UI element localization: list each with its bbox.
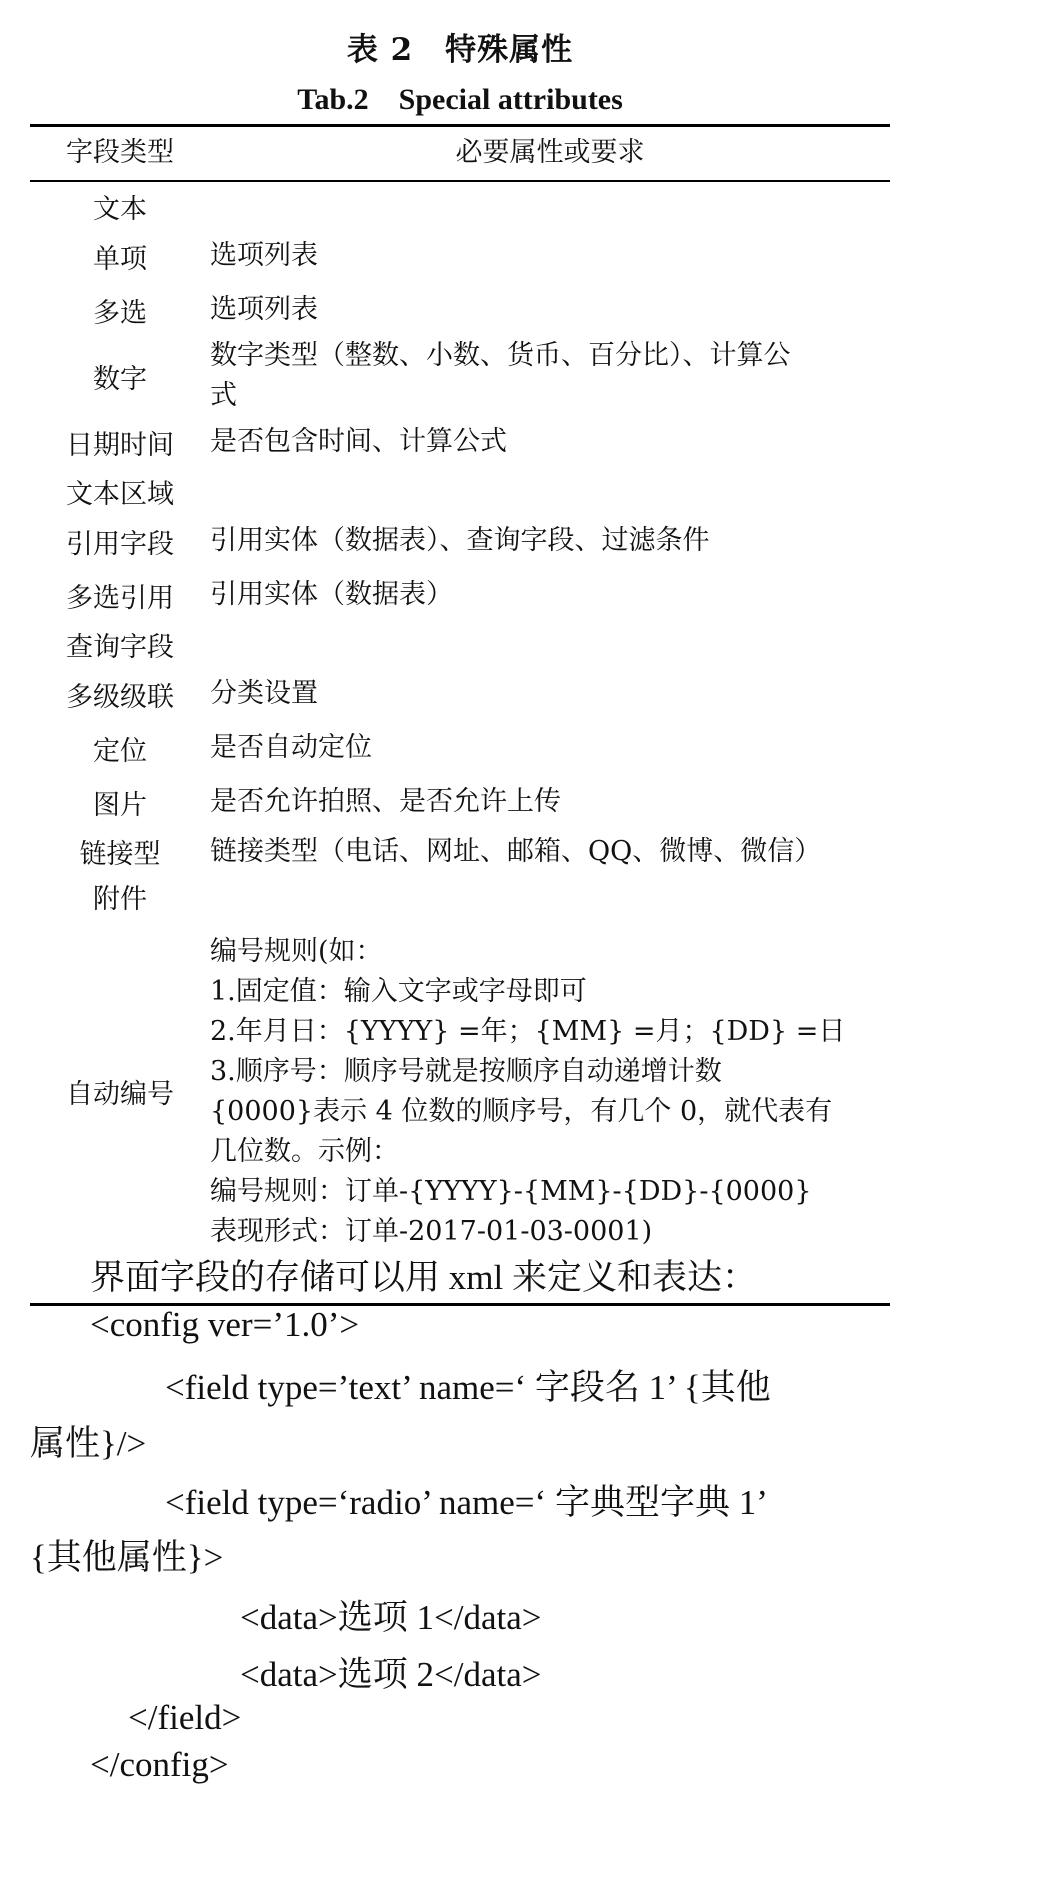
cell-field-type: 多选 — [93, 297, 147, 329]
code-line: {其他属性}> — [30, 1538, 224, 1577]
code-line: </config> — [90, 1745, 229, 1784]
table-row — [30, 622, 890, 667]
table-row — [30, 283, 890, 337]
table-body — [30, 184, 890, 1264]
table-row — [30, 721, 890, 775]
code-line: </field> — [128, 1698, 242, 1737]
cell-field-type: 多选引用 — [66, 582, 174, 614]
table-caption-zh: 表 2 特殊属性 — [346, 32, 574, 68]
table-row — [30, 415, 890, 469]
requirement-line: 是否自动定位 — [210, 732, 372, 763]
cell-field-type: 数字 — [93, 363, 147, 395]
table-caption-en: Tab.2 Special attributes — [297, 83, 623, 116]
cell-requirements — [210, 575, 890, 615]
code-line: 属性}/> — [30, 1424, 147, 1463]
requirement-line: 表现形式：订单-2017-01-03-0001) — [210, 1215, 653, 1247]
cell-field-type: 日期时间 — [66, 429, 174, 461]
requirement-line: 编号规则：订单-{YYYY}-{MM}-{DD}-{0000} — [210, 1175, 812, 1207]
cell-requirements — [210, 782, 890, 822]
body-intro: 界面字段的存储可以用 xml 来定义和表达： — [90, 1258, 757, 1297]
requirement-line: 分类设置 — [210, 678, 318, 709]
table-row — [30, 829, 890, 874]
table-row — [30, 919, 890, 1264]
table-row — [30, 667, 890, 721]
table-row — [30, 775, 890, 829]
cell-field-type: 引用字段 — [66, 528, 174, 560]
code-line: <config ver=’1.0’> — [90, 1305, 360, 1344]
cell-field-type: 文本 — [93, 194, 147, 225]
cell-field-type: 文本区域 — [66, 479, 174, 510]
cell-field-type: 定位 — [93, 735, 147, 767]
requirement-line: 2.年月日：{YYYY} =年；{MM} =月；{DD} =日 — [210, 1015, 846, 1047]
table-top-rule — [30, 124, 890, 127]
cell-field-type: 自动编号 — [66, 1079, 174, 1110]
requirement-line: 是否允许拍照、是否允许上传 — [210, 786, 561, 817]
requirement-line: 引用实体（数据表）、查询字段、过滤条件 — [210, 525, 710, 556]
cell-requirements — [210, 832, 890, 872]
table-row — [30, 337, 890, 415]
requirement-line: {0000}表示 4 位数的顺序号，有几个 0，就代表有 — [210, 1095, 833, 1127]
requirement-line: 1.固定值：输入文字或字母即可 — [210, 975, 587, 1007]
cell-requirements — [210, 336, 890, 416]
cell-field-type: 查询字段 — [66, 632, 174, 663]
table-row — [30, 514, 890, 568]
cell-field-type: 链接型 — [79, 839, 161, 870]
table-row — [30, 229, 890, 283]
cell-requirements — [210, 932, 890, 1252]
requirement-line: 引用实体（数据表） — [210, 579, 453, 610]
code-line: <data>选项 1</data> — [240, 1598, 542, 1637]
code-line: <field type=‘radio’ name=‘ 字典型字典 1’ — [165, 1483, 768, 1522]
cell-requirements — [210, 728, 890, 768]
requirement-line: 几位数。示例： — [210, 1135, 399, 1167]
code-line: <data>选项 2</data> — [240, 1655, 542, 1694]
requirement-line: 是否包含时间、计算公式 — [210, 426, 507, 457]
table-header-rule — [30, 180, 890, 182]
cell-field-type: 附件 — [93, 884, 147, 915]
cell-requirements — [210, 236, 890, 276]
requirement-line: 选项列表 — [210, 240, 318, 271]
cell-requirements — [210, 422, 890, 462]
cell-field-type: 单项 — [93, 243, 147, 275]
column-header-requirements: 必要属性或要求 — [455, 137, 645, 168]
requirement-line: 式 — [210, 380, 237, 411]
cell-field-type: 多级级联 — [66, 681, 174, 713]
table-row — [30, 184, 890, 229]
cell-requirements — [210, 290, 890, 330]
requirement-line: 3.顺序号：顺序号就是按顺序自动递增计数 — [210, 1055, 722, 1087]
column-header-field-type: 字段类型 — [66, 137, 174, 168]
requirement-line: 编号规则(如： — [210, 935, 383, 967]
requirement-line: 链接类型（电话、网址、邮箱、QQ、微博、微信） — [210, 835, 822, 867]
table-row — [30, 568, 890, 622]
cell-requirements — [210, 521, 890, 561]
table-row — [30, 469, 890, 514]
requirement-line: 数字类型（整数、小数、货币、百分比）、计算公 — [210, 340, 791, 371]
requirement-line: 选项列表 — [210, 294, 318, 325]
cell-requirements — [210, 674, 890, 714]
code-line: <field type=’text’ name=‘ 字段名 1’ {其他 — [165, 1368, 771, 1407]
table-row — [30, 874, 890, 919]
cell-field-type: 图片 — [93, 789, 147, 821]
